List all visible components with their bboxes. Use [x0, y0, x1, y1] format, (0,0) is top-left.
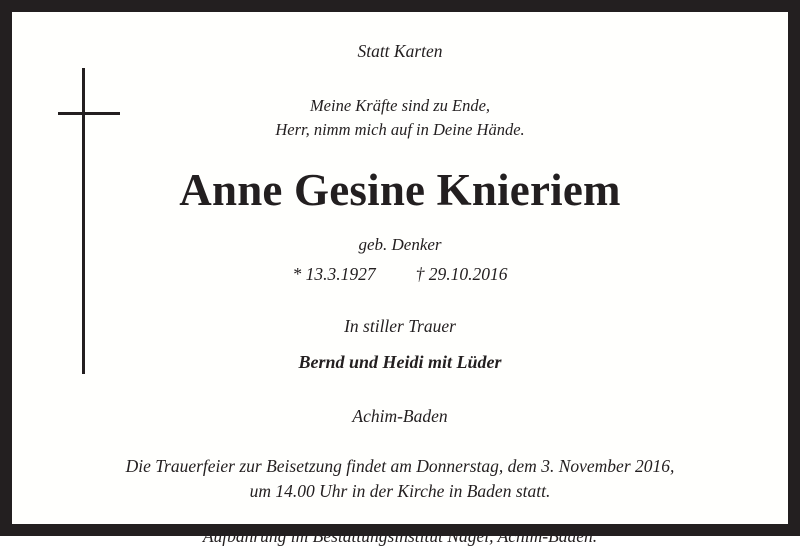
- ceremony-line-2: um 14.00 Uhr in der Kirche in Baden statt.: [249, 481, 551, 502]
- memorial-verse: [12, 95, 788, 141]
- family-names: Bernd und Heidi mit Lüder: [298, 352, 502, 373]
- obituary-content: [12, 12, 788, 547]
- ceremony-line-1: Die Trauerfeier zur Beisetzung findet am Donnerstag, dem 3. November 2016,: [125, 456, 675, 477]
- birth-date: * 13.3.1927: [292, 264, 376, 285]
- mourning-intro: In stiller Trauer: [344, 316, 456, 337]
- laying-out-info: Aufbahrung im Bestattungsinstitut Nagel, Achim-Baden.: [202, 526, 598, 547]
- verse-line-2: Herr, nimm mich auf in Deine Hände.: [275, 119, 525, 139]
- verse-line-1: Meine Kräfte sind zu Ende,: [309, 96, 491, 116]
- obituary-inner-panel: [12, 12, 788, 547]
- life-dates: [12, 264, 788, 285]
- statt-karten-note: Statt Karten: [357, 41, 443, 61]
- place-name: Achim-Baden: [352, 406, 448, 427]
- deceased-name: Anne Gesine Knieriem: [179, 164, 621, 215]
- maiden-name: geb. Denker: [358, 234, 442, 254]
- ceremony-details: [12, 455, 788, 503]
- death-date: † 29.10.2016: [415, 264, 508, 285]
